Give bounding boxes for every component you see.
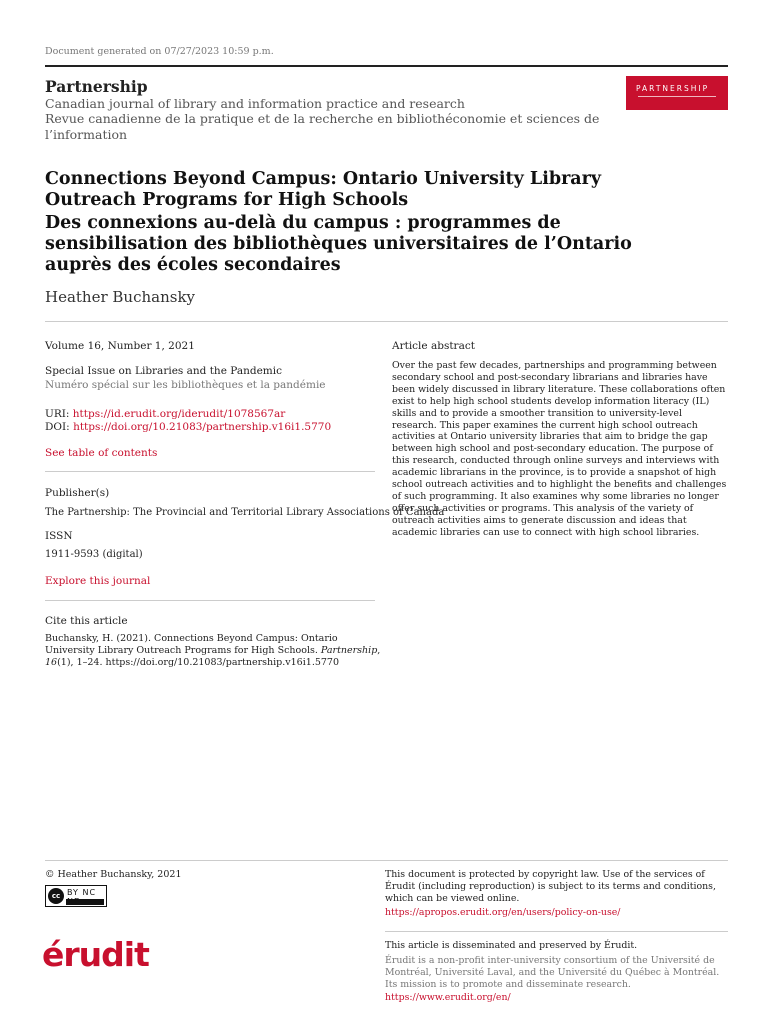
divider <box>45 471 375 472</box>
logo-line <box>638 96 716 97</box>
journal-subtitle-en: Canadian journal of library and information practice and research <box>45 96 465 111</box>
journal-subtitle-fr: Revue canadienne de la pratique et de la recherche en bibliothéconomie et sciences de l’information <box>45 111 600 142</box>
journal-logo <box>626 76 728 110</box>
copyright-protection-text: This document is protected by copyright law. Use of the services of Érudit (including reproduction) is subject to its terms and conditions, which can be viewed online. <box>385 869 716 904</box>
doi-label: DOI: <box>45 421 74 433</box>
citation-text <box>45 633 385 669</box>
issue-title-fr: Numéro spécial sur les bibliothèques et la pandémie <box>45 379 326 391</box>
policy-link[interactable]: https://apropos.erudit.org/en/users/policy-on-use/ <box>385 907 621 918</box>
divider <box>45 600 375 601</box>
citation-volume: 16 <box>45 657 58 668</box>
issn-heading: ISSN <box>45 530 73 542</box>
doi-link[interactable]: https://doi.org/10.21083/partnership.v16i1.5770 <box>73 421 332 433</box>
article-title-fr: Des connexions au-delà du campus : programmes de sensibilisation des bibliothèques universitaires de l’Ontario auprès des écoles secondaires <box>45 213 632 275</box>
issn-value: 1911-9593 (digital) <box>45 549 143 560</box>
citation-sep: , <box>377 645 381 656</box>
divider <box>385 931 728 932</box>
publisher-name: The Partnership: The Provincial and Territorial Library Associations of Canada <box>45 507 445 518</box>
explore-journal-link[interactable]: Explore this journal <box>45 575 151 587</box>
journal-name: Partnership <box>45 77 148 96</box>
doi-line <box>45 421 331 435</box>
citation-pre: Buchansky, H. (2021). Connections Beyond Campus: Ontario University Library Outreach Programs for High Schools. <box>45 633 338 656</box>
dissemination-heading: This article is disseminated and preserved by Érudit. <box>385 940 638 951</box>
cc-icons: BY NC <box>67 888 97 897</box>
cc-logo: cc <box>48 888 64 904</box>
cc-license-icon[interactable] <box>45 885 107 907</box>
article-title-en: Connections Beyond Campus: Ontario University Library Outreach Programs for High Schools <box>45 169 602 210</box>
publisher-heading: Publisher(s) <box>45 487 110 499</box>
citation-journal: Partnership <box>320 645 378 656</box>
volume-info: Volume 16, Number 1, 2021 <box>45 340 195 352</box>
uri-label: URI: <box>45 408 73 420</box>
erudit-link[interactable]: https://www.erudit.org/en/ <box>385 992 511 1003</box>
generated-timestamp: Document generated on 07/27/2023 10:59 p.m. <box>45 46 274 57</box>
abstract-text: Over the past few decades, partnerships and programming between secondary school and post-secondary librarians and libraries have been widely discussed in library literature. These collaborations often exist to help high school students develop information literacy (IL) skills and to provide a smoother transition to university-level research. This paper examines the current high school outreach activities at Ontario university libraries that aim to bridge the gap between high school and post-secondary education. The purpose of this research, conducted through online surveys and interviews with academic librarians in the province, is to provide a snapshot of high school outreach activities and to highlight the benefits and challenges of such programming. It also examines why some libraries no longer offer such activities or programs. This analysis of the variety of outreach activities aims to generate discussion and ideas that academic libraries can use to connect with high school libraries. <box>392 360 727 538</box>
cc-strip <box>66 899 104 905</box>
abstract-heading: Article abstract <box>392 340 475 352</box>
top-rule <box>45 65 728 67</box>
uri-line <box>45 408 285 422</box>
issue-title-en: Special Issue on Libraries and the Pandemic <box>45 365 282 377</box>
divider <box>45 860 728 861</box>
citation-post: (1), 1–24. https://doi.org/10.21083/partnership.v16i1.5770 <box>57 657 340 668</box>
divider <box>45 321 728 322</box>
erudit-description: Érudit is a non-profit inter-university consortium of the Université de Montréal, Université Laval, and the Université du Québec à Montréal. Its mission is to promote and disseminate research. <box>385 955 720 990</box>
logo-text: PARTNERSHIP <box>636 84 710 93</box>
cite-heading: Cite this article <box>45 615 128 627</box>
erudit-logo: érudit <box>42 935 149 974</box>
uri-link[interactable]: https://id.erudit.org/iderudit/1078567ar <box>72 408 286 420</box>
copyright-notice: © Heather Buchansky, 2021 <box>45 869 182 880</box>
table-of-contents-link[interactable]: See table of contents <box>45 447 158 459</box>
author-name: Heather Buchansky <box>45 288 196 306</box>
